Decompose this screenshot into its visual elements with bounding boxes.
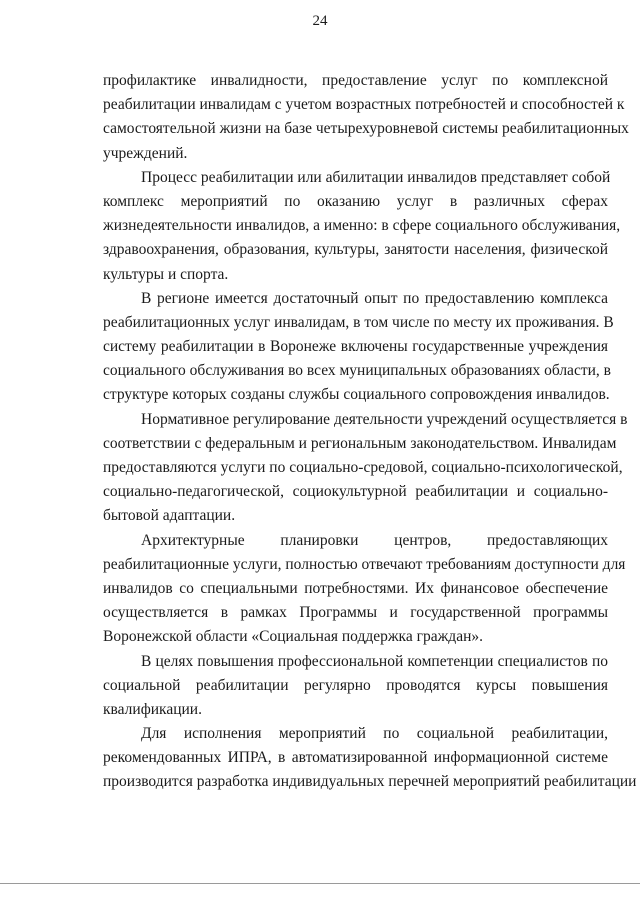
text-line: социальной реабилитации регулярно проводятся курсы повышения [103, 676, 608, 694]
text-line: культуры и спорта. [103, 265, 229, 283]
text-line: В регионе имеется достаточный опыт по предоставлению комплекса [141, 289, 608, 307]
text-line: Для исполнения мероприятий по социальной реабилитации, [141, 725, 608, 743]
text-line: осуществляется в рамках Программы и государственной программы [103, 604, 608, 622]
page-number: 24 [312, 13, 328, 29]
text-line: В целях повышения профессиональной компетенции специалистов по [141, 652, 608, 670]
text-line: социально-педагогической, социокультурной реабилитации и социально- [103, 483, 608, 501]
text-line: предоставляются услуги по социально-средовой, социально-психологической, [103, 459, 623, 476]
scan-edge-line [0, 883, 640, 884]
body-text [103, 69, 637, 795]
text-line: реабилитационных услуг инвалидам, в том числе по месту их проживания. В [103, 313, 614, 331]
text-line: структуре которых созданы службы социального сопровождения инвалидов. [103, 386, 610, 404]
text-line: инвалидов со специальными потребностями. Их финансовое обеспечение [103, 579, 608, 597]
text-line: Архитектурные планировки центров, предоставляющих [141, 531, 608, 549]
text-line: систему реабилитации в Воронеже включены государственные учреждения [103, 338, 608, 356]
text-line: соответствии с федеральным и региональным законодательством. Инвалидам [103, 434, 617, 452]
text-line: квалификации. [103, 700, 202, 718]
text-line: социального обслуживания во всех муниципальных образованиях области, в [103, 362, 611, 380]
text-line: Процесс реабилитации или абилитации инвалидов представляет собой [141, 168, 611, 186]
text-line: комплекс мероприятий по оказанию услуг в различных сферах [103, 192, 608, 210]
text-line: Нормативное регулирование деятельности учреждений осуществляется в [141, 410, 628, 428]
text-line: производится разработка индивидуальных перечней мероприятий реабилитации [103, 773, 637, 791]
text-line: реабилитации инвалидам с учетом возрастных потребностей и способностей к [103, 96, 625, 114]
text-line: жизнедеятельности инвалидов, а именно: в сфере социального обслуживания, [103, 217, 621, 235]
text-line: здравоохранения, образования, культуры, занятости населения, физической [103, 241, 608, 259]
text-line: рекомендованных ИПРА, в автоматизированной информационной системе [103, 749, 608, 767]
text-line: самостоятельной жизни на базе четырехуровневой системы реабилитационных [103, 120, 629, 138]
text-line: учреждений. [103, 144, 188, 162]
text-line: реабилитационные услуги, полностью отвечают требованиям доступности для [103, 555, 626, 573]
text-line: Воронежской области «Социальная поддержка граждан». [103, 628, 483, 646]
text-line: профилактике инвалидности, предоставление услуг по комплексной [103, 72, 608, 89]
text-line: бытовой адаптации. [103, 507, 236, 525]
